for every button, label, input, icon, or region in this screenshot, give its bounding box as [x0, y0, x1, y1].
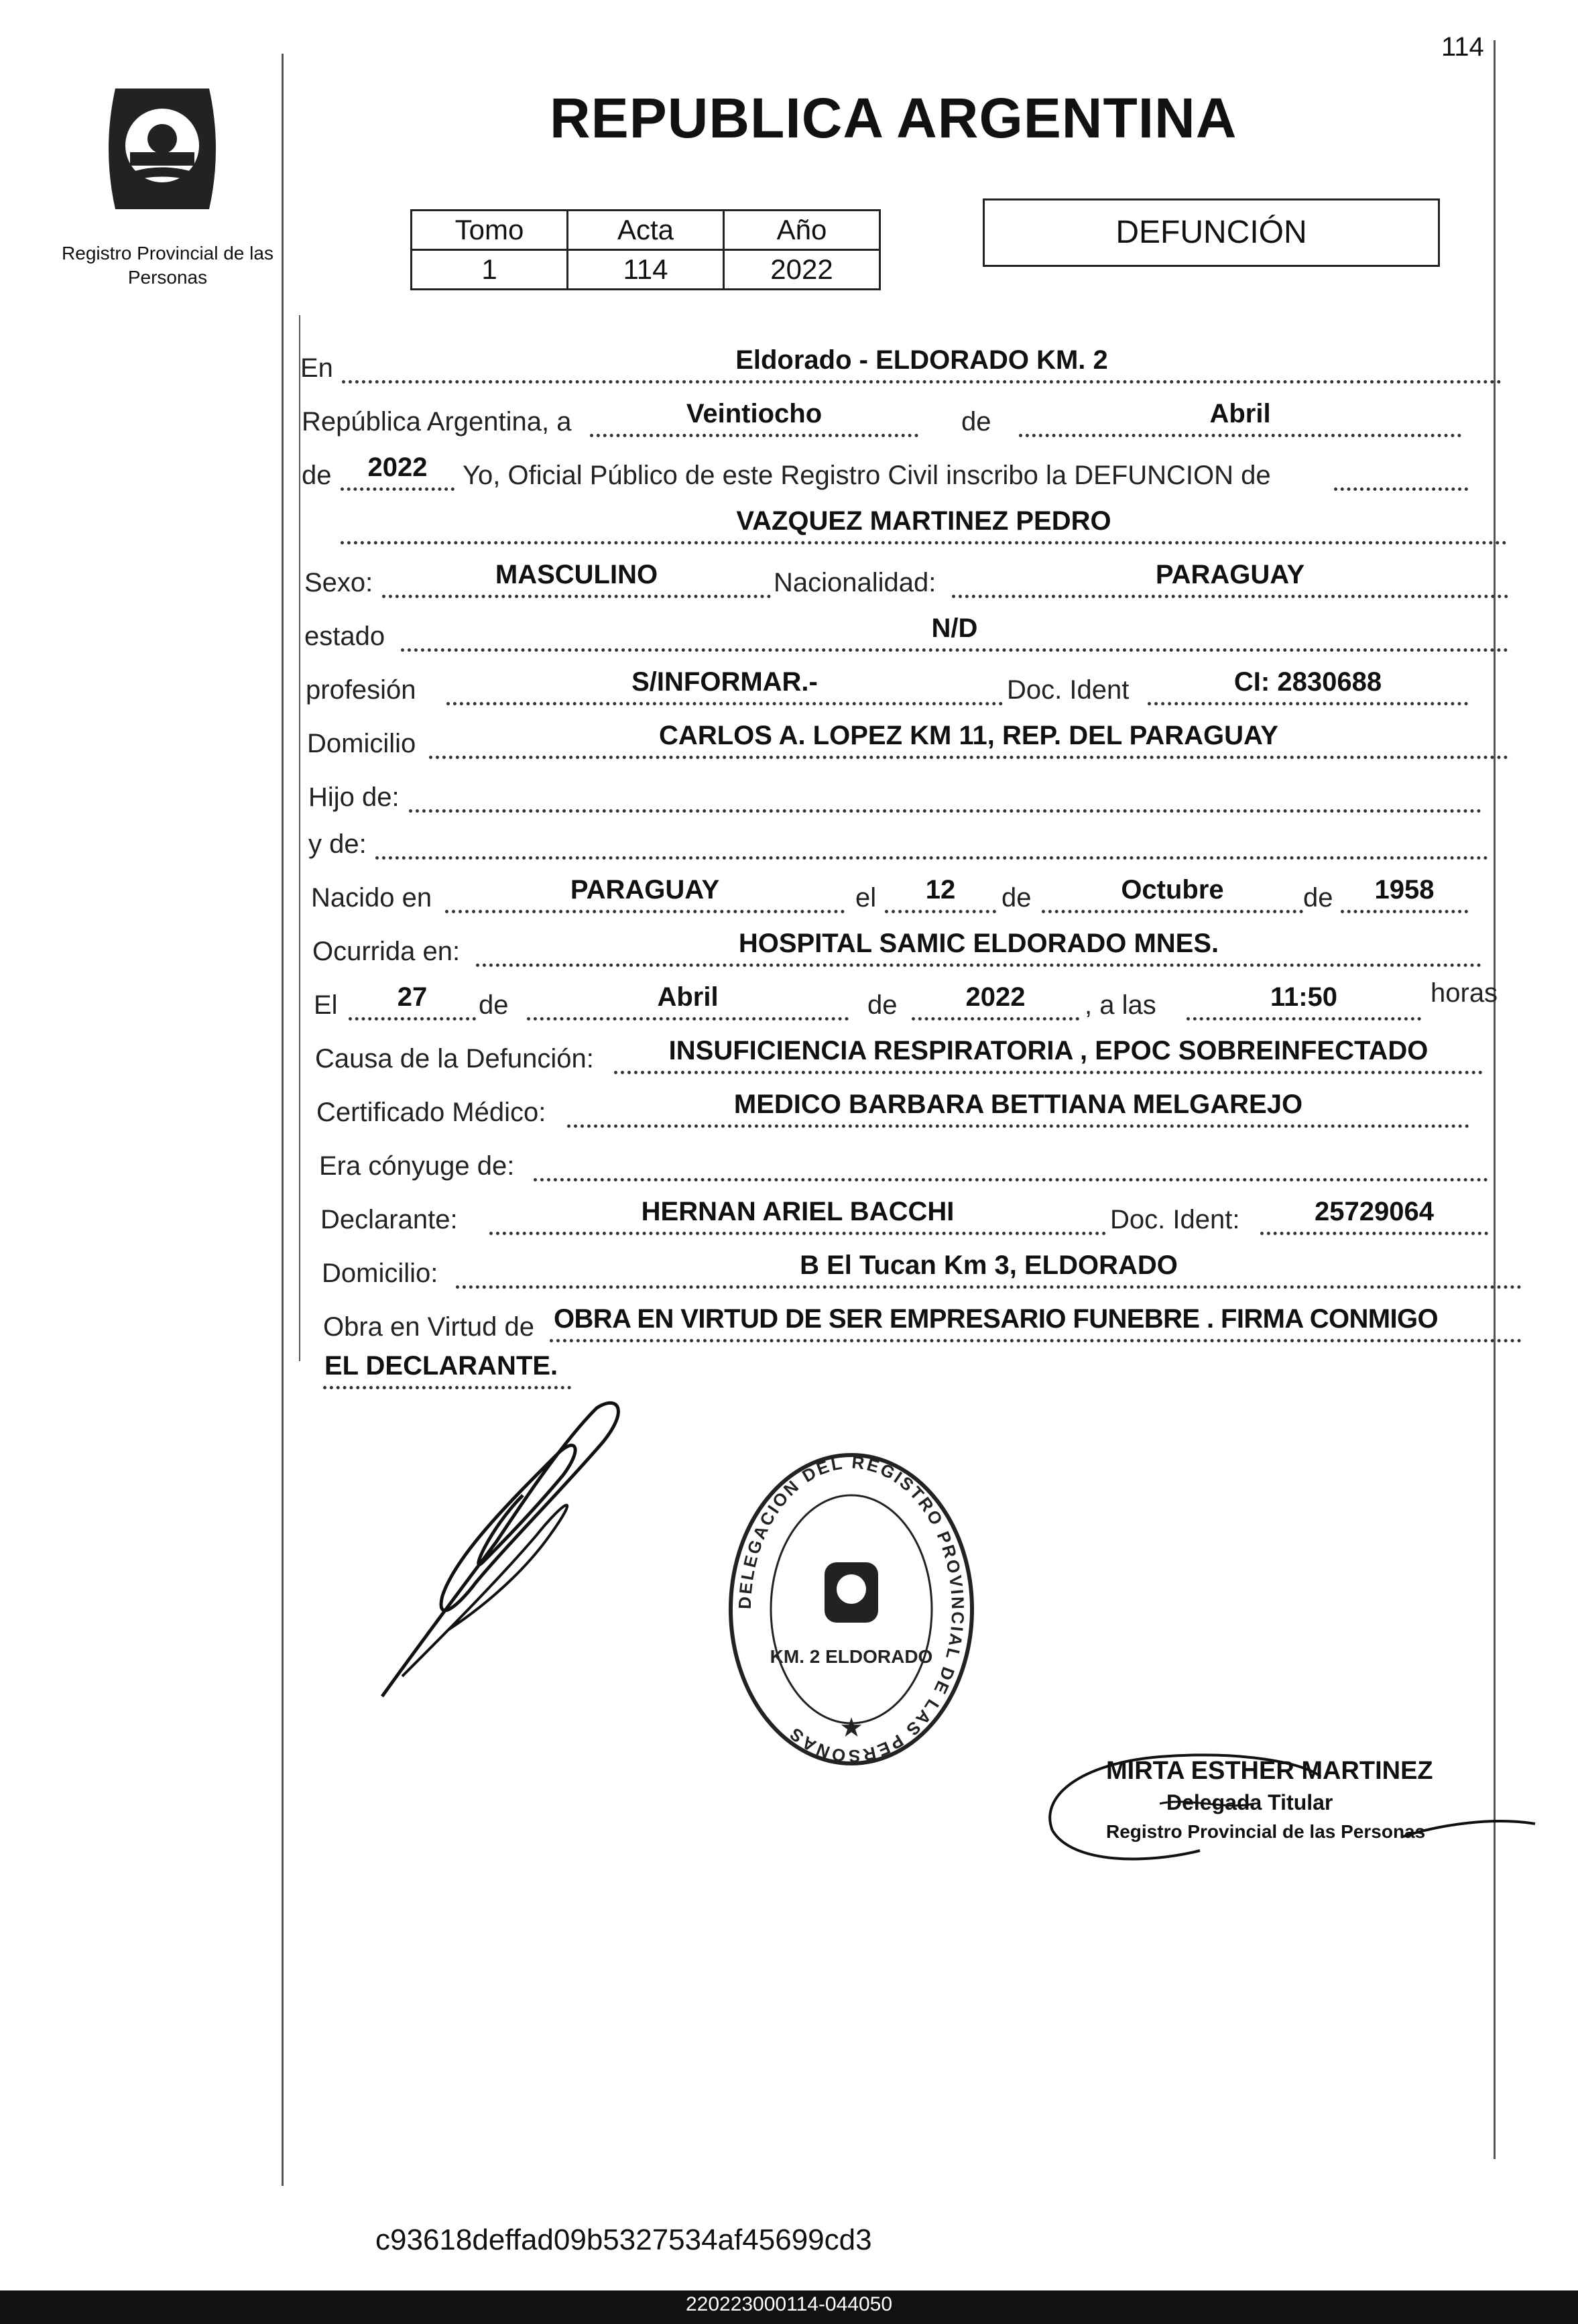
row-year [0, 443, 1578, 496]
fecha-month-value: Abril [1209, 399, 1271, 428]
conyuge-label: Era cónyuge de: [319, 1151, 515, 1181]
row-sexo [0, 550, 1578, 603]
domicilio2-value: B El Tucan Km 3, ELDORADO [800, 1251, 1178, 1280]
def-alas-label: , a las [1085, 990, 1156, 1020]
fecha-de-label: de [961, 407, 991, 437]
def-month-value: Abril [657, 982, 719, 1012]
declarante-value: HERNAN ARIEL BACCHI [641, 1197, 955, 1226]
row-obra-cont [0, 1341, 1578, 1395]
nacido-year-value: 1958 [1374, 875, 1435, 905]
sexo-value: MASCULINO [495, 560, 658, 589]
document-hash: c93618deffad09b5327534af45699cd3 [375, 2223, 872, 2256]
fecha-day-value: Veintiocho [686, 399, 823, 428]
nombre-value: VAZQUEZ MARTINEZ PEDRO [736, 506, 1111, 536]
ocurrida-value: HOSPITAL SAMIC ELDORADO MNES. [738, 929, 1219, 958]
ocurrida-label: Ocurrida en: [312, 937, 461, 966]
acta-value: 114 [568, 250, 724, 290]
row-hijo [0, 764, 1578, 818]
obra-value: OBRA EN VIRTUD DE SER EMPRESARIO FUNEBRE . FIRMA CONMIGO [554, 1304, 1439, 1334]
profesion-label: profesión [306, 675, 416, 705]
domicilio2-label: Domicilio: [322, 1259, 438, 1288]
declarante-label: Declarante: [320, 1205, 458, 1234]
row-declarante [0, 1187, 1578, 1240]
row-ocurrida [0, 919, 1578, 972]
nacido-place-value: PARAGUAY [570, 875, 720, 905]
row-nacido [0, 865, 1578, 919]
def-de2-label: de [867, 990, 898, 1020]
declarante-doc-value: 25729064 [1315, 1197, 1434, 1226]
yde-field [375, 816, 1488, 860]
barcode-text: 220223000114-044050 [685, 2293, 893, 2315]
domicilio-label: Domicilio [307, 729, 416, 758]
tomo-header: Tomo [412, 211, 568, 250]
row-causa [0, 1026, 1578, 1080]
stamp-star-icon: ★ [839, 1713, 863, 1743]
oficial-text: Yo, Oficial Público de este Registro Civil inscribo la DEFUNCION de [463, 461, 1271, 490]
fecha-label: República Argentina, a [302, 407, 572, 437]
def-year-value: 2022 [965, 982, 1026, 1012]
certificado-label: Certificado Médico: [316, 1098, 546, 1127]
obra-label: Obra en Virtud de [323, 1312, 535, 1342]
nacionalidad-value: PARAGUAY [1155, 560, 1305, 589]
stamp-outer-text: DELEGACION DEL REGISTRO PROVINCIAL DE LAS PERSONAS [734, 1452, 969, 1767]
row-en [0, 335, 1578, 389]
def-time-value: 11:50 [1270, 982, 1338, 1012]
record-type-box: DEFUNCIÓN [983, 198, 1440, 267]
en-label: En [300, 353, 333, 383]
sexo-label: Sexo: [304, 568, 373, 597]
nacido-el-label: el [855, 883, 877, 913]
row-obra [0, 1294, 1578, 1348]
yde-label: y de: [308, 829, 367, 859]
row-certificado [0, 1080, 1578, 1133]
def-el-label: El [314, 990, 338, 1020]
signer-name: MIRTA ESTHER MARTINEZ [1106, 1757, 1433, 1785]
nacido-de1-label: de [1002, 883, 1032, 913]
reference-table [410, 209, 881, 290]
row-nombre [0, 496, 1578, 550]
nacido-day-value: 12 [925, 875, 956, 905]
signer-registry: Registro Provincial de las Personas [1106, 1821, 1426, 1842]
en-value: Eldorado - ELDORADO KM. 2 [735, 345, 1108, 375]
row-domicilio [0, 711, 1578, 764]
def-horas-label: horas [1431, 978, 1498, 1008]
row-estado [0, 603, 1578, 657]
estado-value: N/D [931, 614, 978, 643]
def-day-value: 27 [397, 982, 428, 1012]
row-fecha [0, 389, 1578, 443]
row-fecha-defuncion [0, 972, 1578, 1026]
profesion-value: S/INFORMAR.- [631, 667, 818, 697]
ano-value: 2022 [724, 250, 880, 290]
acta-header: Acta [568, 211, 724, 250]
nacido-label: Nacido en [311, 883, 432, 913]
official-stamp [724, 1448, 979, 1770]
causa-value: INSUFICIENCIA RESPIRATORIA , EPOC SOBREINFECTADO [668, 1036, 1429, 1065]
doc-ident-value: CI: 2830688 [1233, 667, 1382, 697]
page-title: REPUBLICA ARGENTINA [550, 86, 1237, 150]
declarant-signature [362, 1381, 644, 1717]
ano-header: Año [724, 211, 880, 250]
page-number: 114 [1441, 32, 1484, 62]
year-de-label: de [302, 461, 332, 490]
year-value: 2022 [367, 453, 428, 482]
declarante-doc-label: Doc. Ident: [1110, 1205, 1240, 1234]
hijo-label: Hijo de: [308, 782, 400, 812]
stamp-inner-text: KM. 2 ELDORADO [770, 1646, 933, 1667]
row-yde [0, 811, 1578, 865]
misiones-logo [88, 75, 236, 223]
conyuge-field [534, 1138, 1488, 1181]
row-conyuge [0, 1133, 1578, 1187]
certificado-value: MEDICO BARBARA BETTIANA MELGAREJO [733, 1090, 1303, 1119]
oficial-field [1334, 447, 1468, 491]
signer-role: Delegada Titular [1166, 1790, 1333, 1814]
def-de1-label: de [479, 990, 509, 1020]
nacido-month-value: Octubre [1121, 875, 1224, 905]
registry-label: Registro Provincial de las Personas [62, 243, 274, 288]
doc-ident-label: Doc. Ident [1007, 675, 1130, 705]
row-domicilio-declarante [0, 1240, 1578, 1294]
row-profesion [0, 657, 1578, 711]
obra-value-2: EL DECLARANTE. [324, 1351, 558, 1381]
domicilio-value: CARLOS A. LOPEZ KM 11, REP. DEL PARAGUAY [659, 721, 1278, 750]
estado-label: estado [304, 622, 385, 651]
causa-label: Causa de la Defunción: [315, 1044, 594, 1073]
nacido-de2-label: de [1303, 883, 1333, 913]
nacionalidad-label: Nacionalidad: [774, 568, 936, 597]
hijo-field [409, 769, 1481, 813]
tomo-value: 1 [412, 250, 568, 290]
